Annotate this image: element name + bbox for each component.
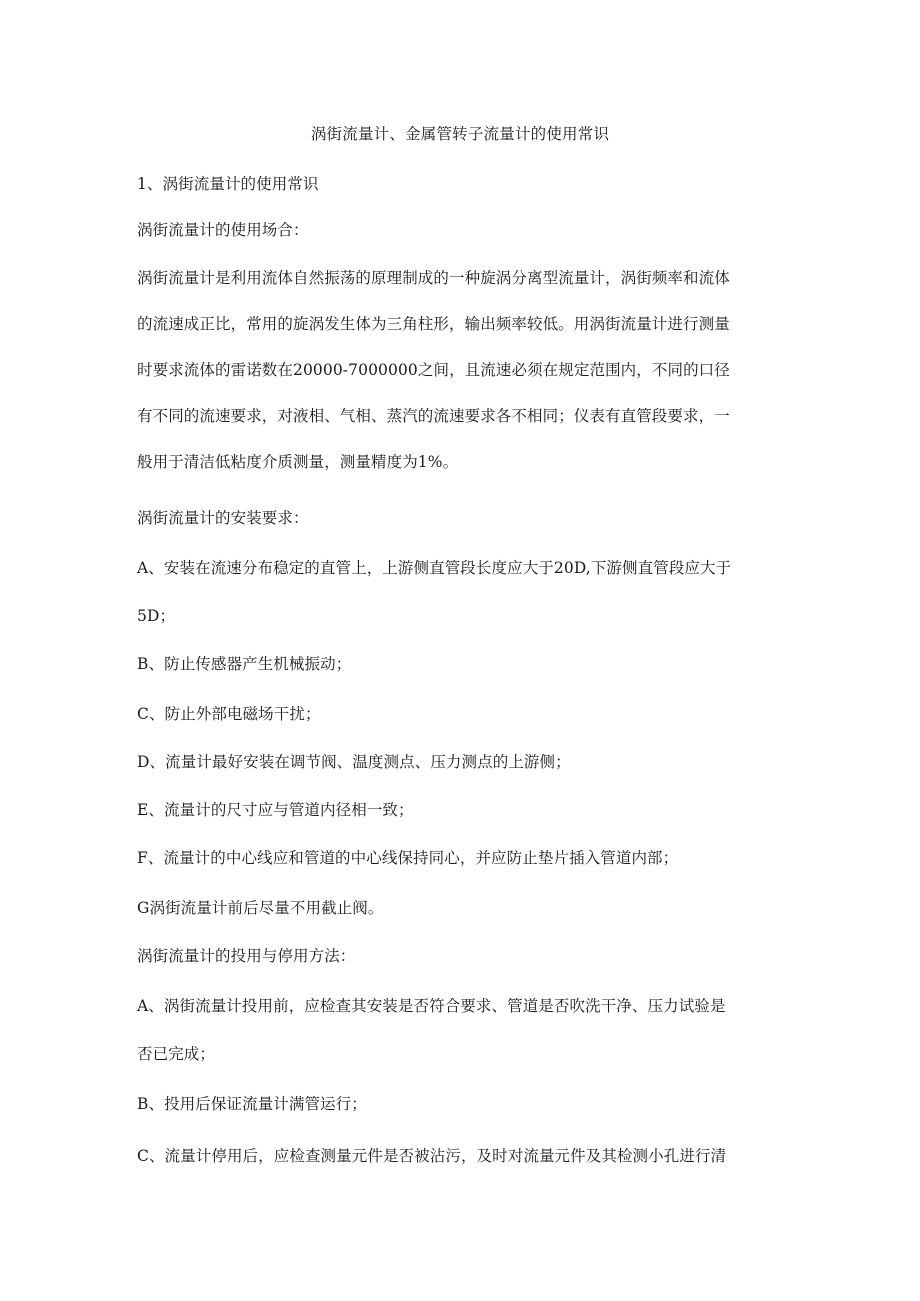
install-item-b: B、防止传感器产生机械振动；: [137, 655, 352, 673]
install-item-g: G涡街流量计前后尽量不用截止阀。: [137, 899, 384, 917]
usage-heading: 涡街流量计的使用场合：: [137, 221, 309, 239]
document-title: 涡街流量计、金属管转子流量计的使用常识: [310, 125, 610, 143]
install-item-c: C、防止外部电磁场干扰；: [137, 705, 321, 723]
usage-body-line-4: 有不同的流速要求，对液相、气相、蒸汽的流速要求各不相同；仪表有直管段要求，一: [137, 407, 730, 425]
usage-body-line-3: 时要求流体的雷诺数在20000-7000000之间，且流速必须在规定范围内，不同的口径: [137, 361, 730, 379]
install-item-e: E、流量计的尺寸应与管道内径相一致；: [137, 801, 414, 819]
install-item-d: D、流量计最好安装在调节阀、温度测点、压力测点的上游侧；: [137, 753, 571, 771]
operation-heading: 涡街流量计的投用与停用方法：: [137, 947, 356, 965]
install-heading: 涡街流量计的安装要求：: [137, 509, 309, 527]
usage-body-line-5: 般用于清洁低粘度介质测量，测量精度为1%。: [137, 453, 459, 471]
operation-item-b: B、投用后保证流量计满管运行；: [137, 1095, 367, 1113]
operation-item-a: A、涡街流量计投用前，应检查其安装是否符合要求、管道是否吹洗干净、压力试验是: [137, 997, 726, 1015]
install-item-a-cont: 5D；: [137, 607, 176, 625]
operation-item-c: C、流量计停用后，应检查测量元件是否被沾污，及时对流量元件及其检测小孔进行清: [137, 1147, 727, 1165]
install-item-f: F、流量计的中心线应和管道的中心线保持同心，并应防止垫片插入管道内部；: [137, 849, 679, 867]
usage-body-line-2: 的流速成正比，常用的旋涡发生体为三角柱形，输出频率较低。用涡街流量计进行测量: [137, 315, 730, 333]
section-heading-1: 1、涡街流量计的使用常识: [137, 175, 319, 193]
install-item-a: A、安装在流速分布稳定的直管上，上游侧直管段长度应大于20D,下游侧直管段应大于: [137, 559, 732, 577]
operation-item-a-cont: 否已完成；: [137, 1045, 216, 1063]
usage-body-line-1: 涡街流量计是利用流体自然振荡的原理制成的一种旋涡分离型流量计，涡街频率和流体: [137, 269, 730, 287]
